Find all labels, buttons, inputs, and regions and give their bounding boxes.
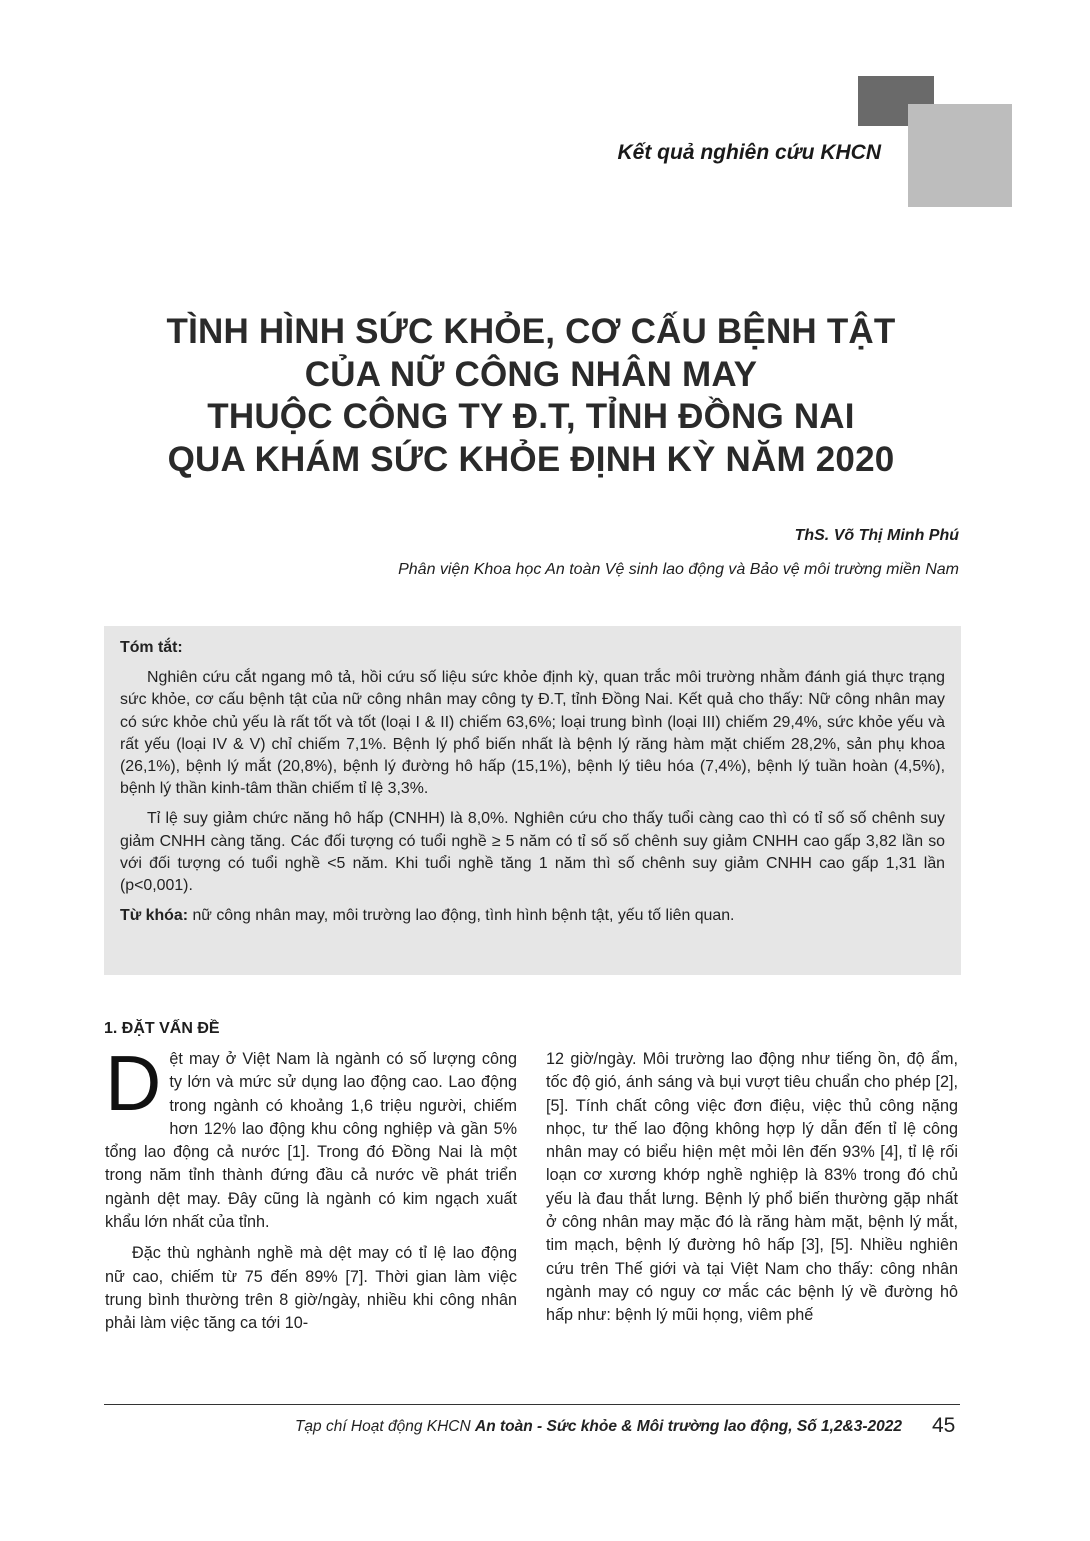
section-label: Kết quả nghiên cứu KHCN [617, 141, 881, 164]
journal-issue: An toàn - Sức khỏe & Môi trường lao động, Số 1,2&3-2022 [475, 1418, 902, 1435]
body-column-left [105, 1039, 517, 1336]
abstract-paragraph: Tỉ lệ suy giảm chức năng hô hấp (CNHH) là 8,0%. Nghiên cứu cho thấy tuổi càng cao thì có tỉ số số chênh suy giảm CNHH càng tăng. Các đối tượng có tuổi nghề ≥ 5 năm có tỉ số số chênh suy giảm CNHH cao gấp 3,82 lần so với đối tượng có tuổi nghề <5 năm. Khi tuổi nghề tăng 1 năm thì số chênh suy giảm CNHH cao gấp 1,31 lần (p<0,001). [120, 810, 945, 895]
title-line: QUA KHÁM SỨC KHỎE ĐỊNH KỲ NĂM 2020 [167, 439, 895, 479]
body-column-right [546, 1048, 958, 1328]
body-paragraph-text: ệt may ở Việt Nam là ngành có số lượng công ty lớn và mức sử dụng lao động cao. Lao động trong ngành có khoảng 1,6 triệu người, chiếm hơn 12% lao động khu công nghiệp và gần 5% tổng lao động cả nước [1]. Trong đó Đồng Nai là một trong năm tỉnh thành đứng đầu cả nước về phát triển ngành dệt may. Đây cũng là ngành có kim ngạch xuất khẩu lớn nhất của tỉnh. [105, 1050, 517, 1232]
section-heading: 1. ĐẶT VẤN ĐỀ [104, 1020, 220, 1037]
journal-footer [295, 1418, 902, 1436]
body-paragraph: 12 giờ/ngày. Môi trường lao động như tiếng ồn, độ ẩm, tốc độ gió, ánh sáng và bụi vượt tiêu chuẩn cho phép [2], [5]. Tính chất công việc đơn điệu, việc thủ công nặng nhọc, tư thế lao động không hợp lý dẫn đến tỉ lệ công nhân may có biểu hiện mệt mỏi lên đến 93% [4], tỉ lệ rối loạn cơ xương khớp nghề nghiệp là 83% trong đó chủ yếu là đau thắt lưng. Bệnh lý phổ biến thường gặp nhất ở công nhân may mặc đó là răng hàm mặt, bệnh lý mắt, tim mạch, bệnh lý đường hô hấp [3], [5]. Nhiều nghiên cứu trên Thế giới và tại Việt Nam cho thấy: công nhân ngành may có nguy cơ mắc các bệnh lý về đường hô hấp như: bệnh lý mũi họng, viêm phế [546, 1050, 958, 1325]
title-line: TÌNH HÌNH SỨC KHỎE, CƠ CẤU BỆNH TẬT [166, 312, 896, 351]
abstract-box [104, 626, 961, 975]
keywords-text: nữ công nhân may, môi trường lao động, tình hình bệnh tật, yếu tố liên quan. [192, 907, 735, 925]
keywords-line [120, 905, 945, 927]
footer-divider [104, 1404, 960, 1405]
body-paragraph: Đặc thù nghành nghề mà dệt may có tỉ lệ lao động nữ cao, chiếm từ 75 đến 89% [7]. Thời gian làm việc trung bình thường trên 8 giờ/ngày, nhiều khi công nhân phải làm việc tăng ca tới 10- [105, 1244, 517, 1333]
drop-cap: D [105, 1039, 162, 1127]
author-affiliation: Phân viện Khoa học An toàn Vệ sinh lao động và Bảo vệ môi trường miền Nam [398, 561, 959, 578]
abstract-heading: Tóm tắt: [120, 639, 183, 656]
title-line: CỦA NỮ CÔNG NHÂN MAY [304, 354, 758, 394]
title-line: THUỘC CÔNG TY Đ.T, TỈNH ĐỒNG NAI [207, 397, 855, 436]
author-name: ThS. Võ Thị Minh Phú [794, 527, 959, 544]
body-paragraph [105, 1039, 517, 1234]
abstract-paragraph: Nghiên cứu cắt ngang mô tả, hồi cứu số liệu sức khỏe định kỳ, quan trắc môi trường nhằm đánh giá thực trạng sức khỏe, cơ cấu bệnh tật của nữ công nhân may công ty Đ.T, tỉnh Đồng Nai. Kết quả cho thấy: Nữ công nhân may có sức khỏe chủ yếu là rất tốt và tốt (loại I & II) chiếm 63,6%; loại trung bình (loại III) chiếm 29,4%, sức khỏe yếu và rất yếu (loại IV & V) chỉ chiếm 7,1%. Bệnh lý phổ biến nhất là bệnh lý răng hàm mặt chiếm 28,2%, sản phụ khoa (26,1%), bệnh lý mắt (20,8%), bệnh lý đường hô hấp (15,1%), bệnh lý tiêu hóa (7,4%), bệnh lý tuần hoàn (4,5%), bệnh lý thần kinh-tâm thần chiếm tỉ lệ 3,3%. [120, 669, 945, 798]
keywords-label: Từ khóa: [120, 907, 189, 925]
page-number: 45 [932, 1414, 956, 1437]
header-decoration-light-square [908, 104, 1012, 207]
article-title [100, 311, 962, 481]
journal-name: Tạp chí Hoạt động KHCN [294, 1418, 471, 1435]
